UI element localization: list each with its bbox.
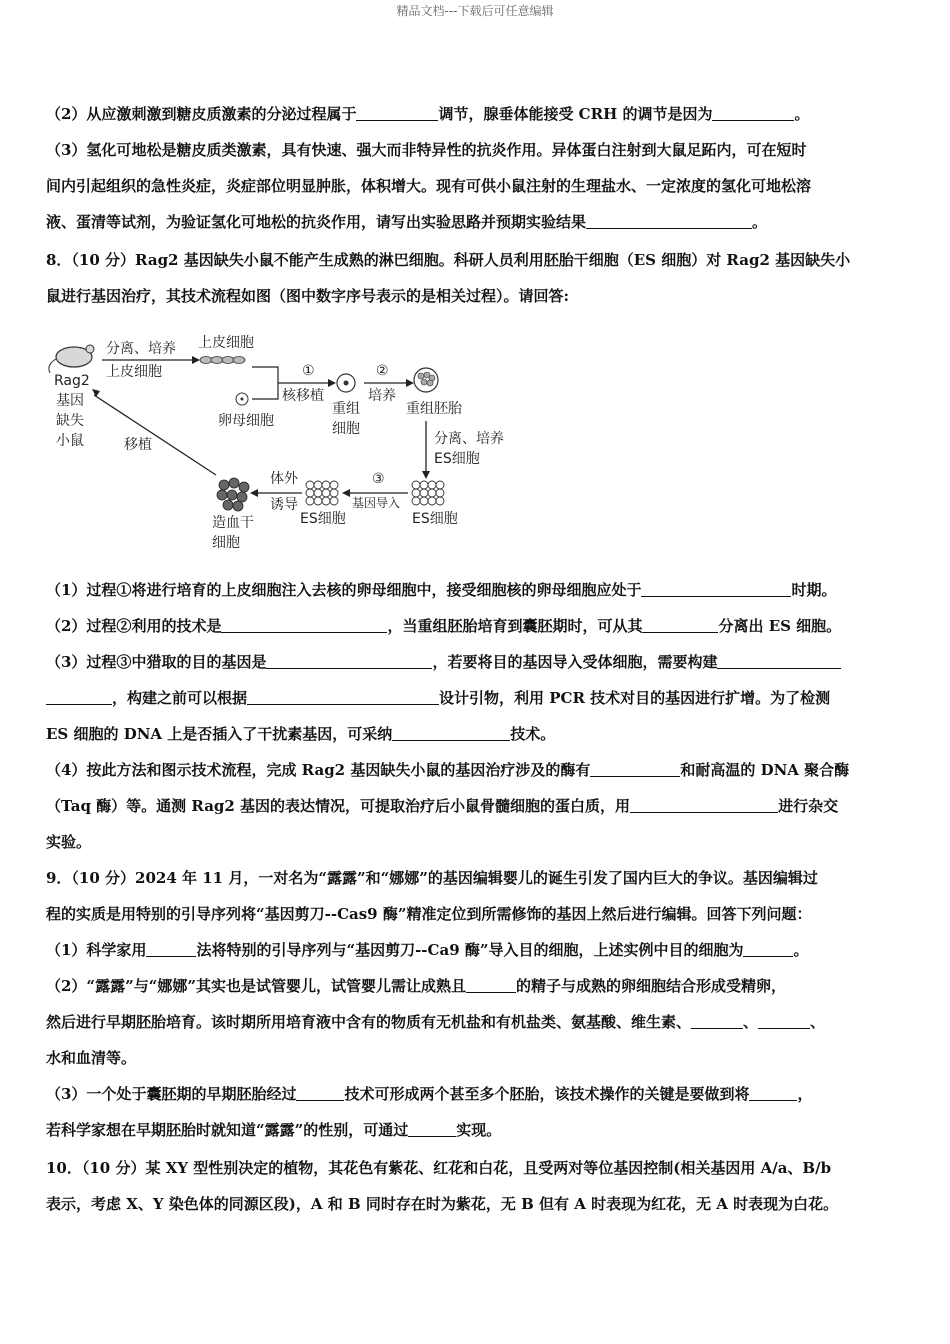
induce-label-1: 体外 bbox=[270, 471, 298, 487]
q7-3-line3 bbox=[46, 212, 906, 232]
es-cells-icon-middle bbox=[306, 481, 338, 505]
isolate-label-1: 分离、培养 bbox=[434, 431, 504, 447]
recomb-embryo-label: 重组胚胎 bbox=[406, 401, 462, 417]
es2-label: ES细胞 bbox=[412, 511, 458, 527]
answer-blank[interactable] bbox=[46, 689, 112, 705]
text: ， bbox=[797, 1085, 813, 1103]
answer-blank[interactable] bbox=[408, 1121, 456, 1137]
gene-therapy-flow-diagram bbox=[46, 325, 546, 555]
epithelial-label: 上皮细胞 bbox=[198, 335, 254, 351]
arrow1-label-2: 上皮细胞 bbox=[106, 364, 162, 380]
text: （Taq 酶）等。通测 Rag2 基因的表达情况，可提取治疗后小鼠骨髓细胞的蛋白质，用 bbox=[46, 797, 631, 815]
q8-4-line3: 实验。 bbox=[46, 833, 92, 851]
step1-label: ① bbox=[302, 363, 315, 379]
answer-blank[interactable] bbox=[630, 797, 778, 813]
q8-3-line1 bbox=[46, 652, 906, 672]
answer-blank[interactable] bbox=[691, 1013, 743, 1029]
answer-blank[interactable] bbox=[266, 653, 432, 669]
q8-4-line2 bbox=[46, 796, 906, 816]
text: （4）按此方法和图示技术流程，完成 Rag2 基因缺失小鼠的基因治疗涉及的酶有 bbox=[46, 761, 591, 779]
q9-stem-line1: 9．（10 分）2024 年 11 月，一对名为“露露”和“娜娜”的基因编辑婴儿的诞生引发了国内巨大的争议。基因编辑过 bbox=[46, 869, 818, 887]
q9-2-line2 bbox=[46, 1012, 906, 1032]
answer-blank[interactable] bbox=[642, 617, 718, 633]
q8-4-line1 bbox=[46, 760, 906, 780]
induce-label-2: 诱导 bbox=[270, 497, 298, 513]
q8-3-line2 bbox=[46, 688, 906, 708]
step2-label: ② bbox=[376, 363, 389, 379]
text: 时期。 bbox=[791, 581, 837, 599]
mouse-label-4: 小鼠 bbox=[56, 433, 84, 449]
text: 实现。 bbox=[456, 1121, 502, 1139]
step3-label: ③ bbox=[372, 471, 385, 487]
text: 。 bbox=[794, 105, 810, 123]
text: （1）过程①将进行培育的上皮细胞注入去核的卵母细胞中，接受细胞核的卵母细胞应处于 bbox=[46, 581, 642, 599]
q7-2 bbox=[46, 104, 906, 124]
mouse-icon bbox=[49, 345, 94, 373]
mouse-label-2: 基因 bbox=[56, 393, 84, 409]
text: 和耐高温的 DNA 聚合酶 bbox=[680, 761, 850, 779]
text: 、 bbox=[743, 1013, 759, 1031]
answer-blank[interactable] bbox=[146, 941, 196, 957]
q8-stem-line2: 鼠进行基因治疗，其技术流程如图（图中数字序号表示的是相关过程）。请回答: bbox=[46, 287, 570, 305]
es1-label: ES细胞 bbox=[300, 511, 346, 527]
answer-blank[interactable] bbox=[717, 653, 841, 669]
q9-2-line1 bbox=[46, 976, 906, 996]
text: 。 bbox=[793, 941, 809, 959]
q9-2-line3: 水和血清等。 bbox=[46, 1049, 137, 1067]
answer-blank[interactable] bbox=[586, 213, 752, 229]
text: （2）“露露”与“娜娜”其实也是试管婴儿，试管婴儿需让成熟且 bbox=[46, 977, 466, 995]
epithelial-cells-icon bbox=[200, 357, 245, 364]
text: 液、蛋清等试剂，为验证氢化可地松的抗炎作用，请写出实验思路并预期实验结果 bbox=[46, 213, 587, 231]
text: ES 细胞的 DNA 上是否插入了干扰素基因，可采纳 bbox=[46, 725, 393, 743]
mouse-label-1: Rag2 bbox=[54, 373, 90, 389]
transplant-label: 移植 bbox=[124, 437, 152, 453]
hsc-label-1: 造血干 bbox=[212, 515, 254, 531]
q10-stem-line2: 表示，考虑 X、Y 染色体的同源区段)，A 和 B 同时存在时为紫花，无 B 但有 A 时表现为红花，无 A 时表现为白花。 bbox=[46, 1195, 839, 1213]
text: ，构建之前可以根据 bbox=[112, 689, 248, 707]
text: （2）过程②利用的技术是 bbox=[46, 617, 222, 635]
hsc-label-2: 细胞 bbox=[212, 535, 240, 551]
answer-blank[interactable] bbox=[712, 105, 794, 121]
text: 进行杂交 bbox=[778, 797, 839, 815]
text: 、 bbox=[810, 1013, 826, 1031]
hsc-cells-icon bbox=[217, 478, 249, 511]
text: 然后进行早期胚胎培育。该时期所用培育液中含有的物质有无机盐和有机盐类、氨基酸、维生素、 bbox=[46, 1013, 692, 1031]
q9-1 bbox=[46, 940, 906, 960]
text: 技术可形成两个甚至多个胚胎，该技术操作的关键是要做到将 bbox=[344, 1085, 750, 1103]
recomb-cell-label-2: 细胞 bbox=[332, 421, 360, 437]
text: 调节，腺垂体能接受 CRH 的调节是因为 bbox=[438, 105, 713, 123]
oocyte-label: 卵母细胞 bbox=[218, 413, 274, 429]
text: （3）一个处于囊胚期的早期胚胎经过 bbox=[46, 1085, 297, 1103]
text: 技术。 bbox=[510, 725, 556, 743]
q9-stem-line2: 程的实质是用特别的引导序列将“基因剪刀--Cas9 酶”精准定位到所需修饰的基因上然后进行编辑。回答下列问题： bbox=[46, 905, 812, 923]
answer-blank[interactable] bbox=[392, 725, 510, 741]
text: 法将特别的引导序列与“基因剪刀--Ca9 酶”导入目的细胞，上述实例中目的细胞为 bbox=[196, 941, 744, 959]
answer-blank[interactable] bbox=[749, 1085, 797, 1101]
q8-1 bbox=[46, 580, 906, 600]
text: （2）从应激刺激到糖皮质激素的分泌过程属于 bbox=[46, 105, 357, 123]
answer-blank[interactable] bbox=[247, 689, 439, 705]
recomb-cell-label-1: 重组 bbox=[332, 401, 360, 417]
gene-import-label: 基因导入 bbox=[352, 496, 401, 510]
answer-blank[interactable] bbox=[296, 1085, 344, 1101]
page-header: 精品文档---下载后可任意编辑 bbox=[396, 4, 554, 18]
isolate-label-2: ES细胞 bbox=[434, 451, 480, 467]
text: 设计引物，利用 PCR 技术对目的基因进行扩增。为了检测 bbox=[439, 689, 831, 707]
q7-3-line1: （3）氢化可地松是糖皮质类激素，具有快速、强大而非特异性的抗炎作用。异体蛋白注射到大鼠足跖内，可在短时 bbox=[46, 141, 807, 159]
arrow1-label-1: 分离、培养 bbox=[106, 341, 176, 357]
text: 。 bbox=[752, 213, 768, 231]
text: （3）过程③中猎取的目的基因是 bbox=[46, 653, 267, 671]
text: 分离出 ES 细胞。 bbox=[718, 617, 842, 635]
answer-blank[interactable] bbox=[641, 581, 791, 597]
q8-2 bbox=[46, 616, 906, 636]
text: ，若要将目的基因导入受体细胞，需要构建 bbox=[432, 653, 718, 671]
text: 的精子与成熟的卵细胞结合形成受精卵， bbox=[515, 977, 786, 995]
answer-blank[interactable] bbox=[743, 941, 793, 957]
q10-stem-line1: 10．（10 分）某 XY 型性别决定的植物，其花色有紫花、红花和白花，且受两对等位基因控制(相关基因用 A/a、B/b bbox=[46, 1159, 832, 1177]
es-cells-icon-right bbox=[412, 481, 444, 505]
q9-3-line1 bbox=[46, 1084, 906, 1104]
mouse-label-3: 缺失 bbox=[56, 413, 84, 429]
culture-label: 培养 bbox=[368, 388, 396, 404]
q7-3-line2: 间内引起组织的急性炎症，炎症部位明显肿胀，体积增大。现有可供小鼠注射的生理盐水、一定浓度的氢化可地松溶 bbox=[46, 177, 812, 195]
answer-blank[interactable] bbox=[221, 617, 387, 633]
text: （1）科学家用 bbox=[46, 941, 147, 959]
answer-blank[interactable] bbox=[590, 761, 680, 777]
q8-stem-line1: 8．（10 分）Rag2 基因缺失小鼠不能产生成熟的淋巴细胞。科研人员利用胚胎干细胞（ES 细胞）对 Rag2 基因缺失小 bbox=[46, 251, 851, 269]
answer-blank[interactable] bbox=[466, 977, 516, 993]
text: 若科学家想在早期胚胎时就知道“露露”的性别，可通过 bbox=[46, 1121, 409, 1139]
transfer-label: 核移植 bbox=[282, 388, 324, 404]
q8-3-line3 bbox=[46, 724, 906, 744]
answer-blank[interactable] bbox=[356, 105, 438, 121]
answer-blank[interactable] bbox=[758, 1013, 810, 1029]
text: ，当重组胚胎培育到囊胚期时，可从其 bbox=[387, 617, 643, 635]
q9-3-line2 bbox=[46, 1120, 906, 1140]
